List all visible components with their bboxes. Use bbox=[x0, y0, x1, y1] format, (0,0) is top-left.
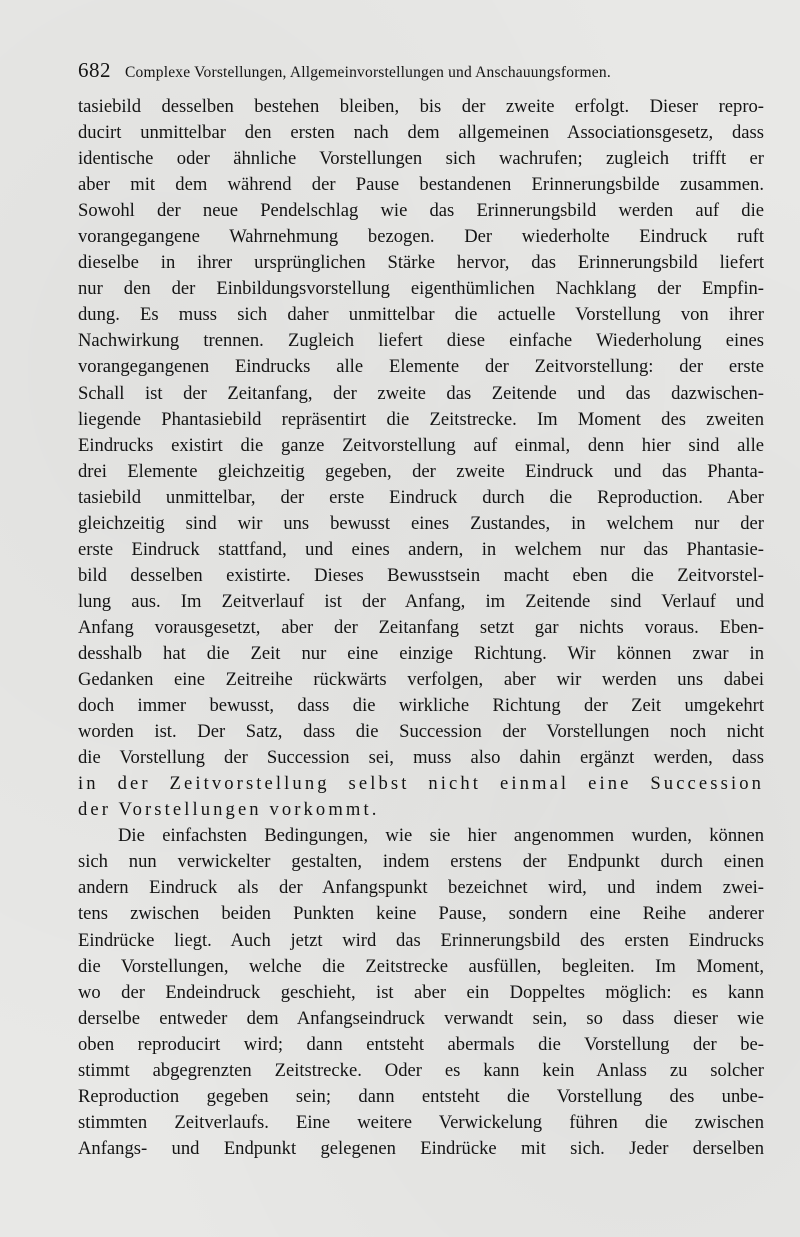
text-line: Die einfachsten Bedingungen, wie sie hier angenommen wurden, können bbox=[118, 825, 764, 847]
text-line: Nachwirkung trennen. Zugleich liefert diese einfache Wiederholung eines bbox=[78, 330, 764, 352]
text-line: andern Eindruck als der Anfangspunkt bezeichnet wird, und indem zwei- bbox=[78, 877, 764, 899]
text-line: nur den der Einbildungsvorstellung eigenthümlichen Nachklang der Empfin- bbox=[78, 278, 764, 300]
text-line: lung aus. Im Zeitverlauf ist der Anfang, im Zeitende sind Verlauf und bbox=[78, 590, 764, 612]
text-line: identische oder ähnliche Vorstellungen sich wachrufen; zugleich trifft er bbox=[78, 148, 764, 170]
text-line: Anfangs- und Endpunkt gelegenen Eindrücke mit sich. Jeder derselben bbox=[78, 1137, 764, 1159]
text-line: die Vorstellung der Succession sei, muss also dahin ergänzt werden, dass bbox=[78, 747, 764, 769]
text-line: gleichzeitig sind wir uns bewusst eines Zustandes, in welchem nur der bbox=[78, 512, 764, 534]
text-line: tasiebild desselben bestehen bleiben, bis der zweite erfolgt. Dieser repro- bbox=[78, 96, 764, 117]
text-line: oben reproducirt wird; dann entsteht abermals die Vorstellung der be- bbox=[78, 1033, 764, 1055]
text-line: tens zwischen beiden Punkten keine Pause, sondern eine Reihe anderer bbox=[78, 903, 764, 925]
text-line: aber mit dem während der Pause bestandenen Erinnerungsbilde zusammen. bbox=[78, 174, 764, 196]
text-line: stimmten Zeitverlaufs. Eine weitere Verwickelung führen die zwischen bbox=[78, 1111, 764, 1133]
text-line: Gedanken eine Zeitreihe rückwärts verfolgen, aber wir werden uns dabei bbox=[78, 669, 764, 691]
text-line: Eindrucks existirt die ganze Zeitvorstellung auf einmal, denn hier sind alle bbox=[78, 434, 764, 456]
text-line: ducirt unmittelbar den ersten nach dem allgemeinen Associationsgesetz, dass bbox=[78, 122, 764, 144]
text-line: desshalb hat die Zeit nur eine einzige Richtung. Wir können zwar in bbox=[78, 642, 764, 664]
running-head: Complexe Vorstellungen, Allgemeinvorstellungen und Anschauungsformen. bbox=[125, 64, 611, 81]
body-text bbox=[78, 94, 764, 1162]
text-line: der Vorstellungen vorkommt. bbox=[78, 799, 380, 821]
text-line: vorangegangenen Eindrucks alle Elemente der Zeitvorstellung: der erste bbox=[78, 356, 764, 378]
text-line: Eindrücke liegt. Auch jetzt wird das Erinnerungsbild des ersten Eindrucks bbox=[78, 929, 764, 951]
page-header bbox=[78, 58, 764, 88]
text-line: derselbe entweder dem Anfangseindruck verwandt sein, so dass dieser wie bbox=[78, 1007, 764, 1029]
text-line: Reproduction gegeben sein; dann entsteht die Vorstellung des unbe- bbox=[78, 1085, 764, 1107]
text-line: dieselbe in ihrer ursprünglichen Stärke hervor, das Erinnerungsbild liefert bbox=[78, 252, 764, 274]
text-line: drei Elemente gleichzeitig gegeben, der zweite Eindruck und das Phanta- bbox=[78, 460, 764, 482]
text-line: wo der Endeindruck geschieht, ist aber ein Doppeltes möglich: es kann bbox=[78, 981, 764, 1003]
book-page bbox=[78, 58, 764, 1162]
text-line: worden ist. Der Satz, dass die Succession der Vorstellungen noch nicht bbox=[78, 721, 764, 743]
text-line: Schall ist der Zeitanfang, der zweite das Zeitende und das dazwischen- bbox=[78, 382, 764, 404]
text-line: erste Eindruck stattfand, und eines andern, in welchem nur das Phantasie- bbox=[78, 538, 764, 560]
text-line: bild desselben existirte. Dieses Bewusstsein macht eben die Zeitvorstel- bbox=[78, 564, 764, 586]
page-number: 682 bbox=[78, 58, 111, 82]
text-line: Sowohl der neue Pendelschlag wie das Erinnerungsbild werden auf die bbox=[78, 200, 764, 222]
text-line: in der Zeitvorstellung selbst nicht einmal eine Succession bbox=[78, 773, 764, 795]
text-line: die Vorstellungen, welche die Zeitstrecke ausfüllen, begleiten. Im Moment, bbox=[78, 955, 764, 977]
text-line: liegende Phantasiebild repräsentirt die Zeitstrecke. Im Moment des zweiten bbox=[78, 408, 764, 430]
text-line: vorangegangene Wahrnehmung bezogen. Der wiederholte Eindruck ruft bbox=[78, 226, 764, 248]
text-line: tasiebild unmittelbar, der erste Eindruck durch die Reproduction. Aber bbox=[78, 486, 764, 508]
text-line: Anfang vorausgesetzt, aber der Zeitanfang setzt gar nichts voraus. Eben- bbox=[78, 616, 764, 638]
text-line: doch immer bewusst, dass die wirkliche Richtung der Zeit umgekehrt bbox=[78, 695, 764, 717]
text-line: sich nun verwickelter gestalten, indem erstens der Endpunkt durch einen bbox=[78, 851, 764, 873]
text-line: stimmt abgegrenzten Zeitstrecke. Oder es kann kein Anlass zu solcher bbox=[78, 1059, 764, 1081]
text-line: dung. Es muss sich daher unmittelbar die actuelle Vorstellung von ihrer bbox=[78, 304, 764, 326]
